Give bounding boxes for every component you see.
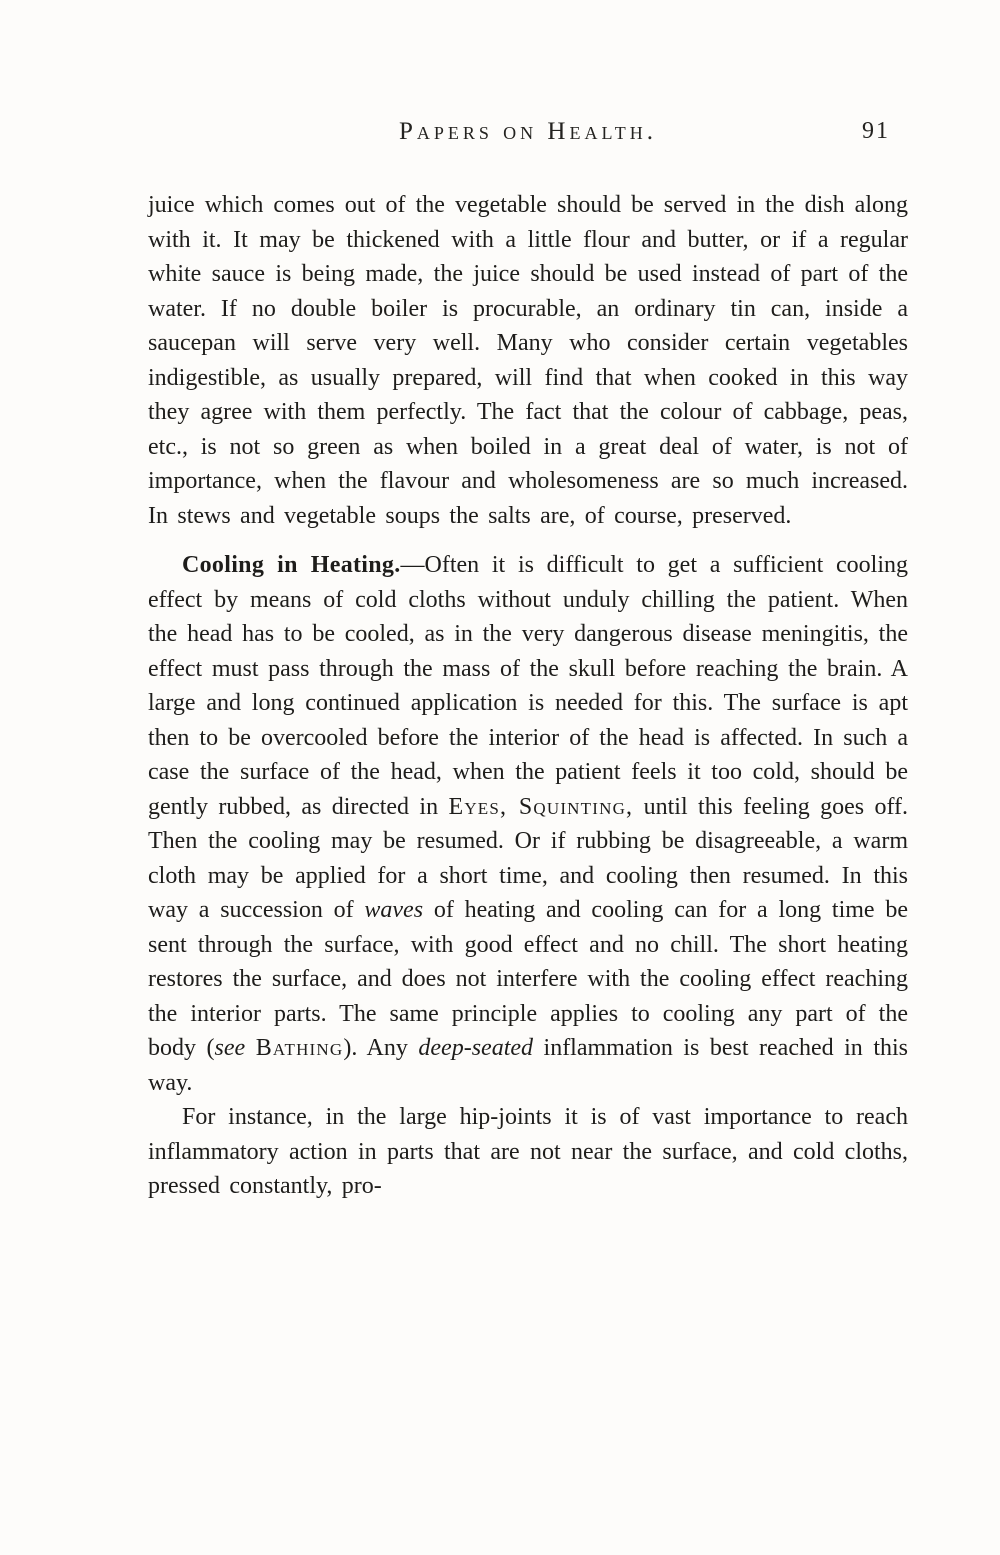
text-run-italic: deep-seated (418, 1035, 534, 1061)
text-run-normal: —Often it is difficult to get a sufficient cooling effect by means of cold cloths without unduly chilling the patient. When the head has to be cooled, as in the very dangerous disease meningitis, the effect must pass through the mass of the skull before reaching the brain. A large and long continued application is needed for this. The surface is apt then to be overcooled before the interior of the head is affected. In such a case the surface of the head, when the patient feels it too cold, should be gently rubbed, as directed in (148, 552, 908, 820)
text-run-normal: For instance, in the large hip-joints it is of vast importance to reach inflammatory action in parts that are not near the surface, and cold cloths, pressed constantly, pro- (148, 1104, 908, 1199)
text-run-normal: ). Any (343, 1035, 419, 1061)
text-run-normal: of heating and cooling can for a long time be sent through the surface, with good effect and no chill. The short heating restores the surface, and does not interfere with the cooling effect reaching the interior parts. The same principle applies to cooling any part of the body ( (148, 897, 909, 1061)
text-run-smallcaps: Eyes, Squinting, (448, 793, 634, 820)
running-title: Papers on Health. (398, 118, 658, 145)
text-run-italic: waves (364, 897, 424, 923)
paragraph (148, 1100, 908, 1204)
page-header (148, 118, 908, 152)
text-run-normal (245, 1035, 256, 1061)
text-run-normal: until this feeling goes off. Then the cooling may be resumed. Or if rubbing be disagreeable, a warm cloth may be applied for a short time, and cooling then resumed. In this way a succession of (148, 793, 908, 923)
paragraph (148, 188, 908, 533)
text-run-smallcaps: Bathing (255, 1035, 344, 1061)
text-run-italic: see (214, 1035, 246, 1061)
page-number: 91 (862, 118, 890, 144)
paragraph (148, 548, 908, 1100)
text-run-normal: inflammation is best reached in this way. (148, 1035, 908, 1096)
text-body (148, 188, 908, 1204)
text-run-bold: Cooling in Heating. (182, 552, 401, 578)
text-run-normal: juice which comes out of the vegetable should be served in the dish along with it. It may be thickened with a little flour and butter, or if a regular white sauce is being made, the juice should be used instead of part of the water. If no double boiler is procurable, an ordinary tin can, inside a saucepan will serve very well. Many who consider certain vegetables indigestible, as usually prepared, will find that when cooked in this way they agree with them perfectly. The fact that the colour of cabbage, peas, etc., is not so green as when boiled in a great deal of water, is not of importance, when the flavour and wholesomeness are so much increased. In stews and vegetable soups the salts are, of course, preserved. (148, 192, 908, 529)
